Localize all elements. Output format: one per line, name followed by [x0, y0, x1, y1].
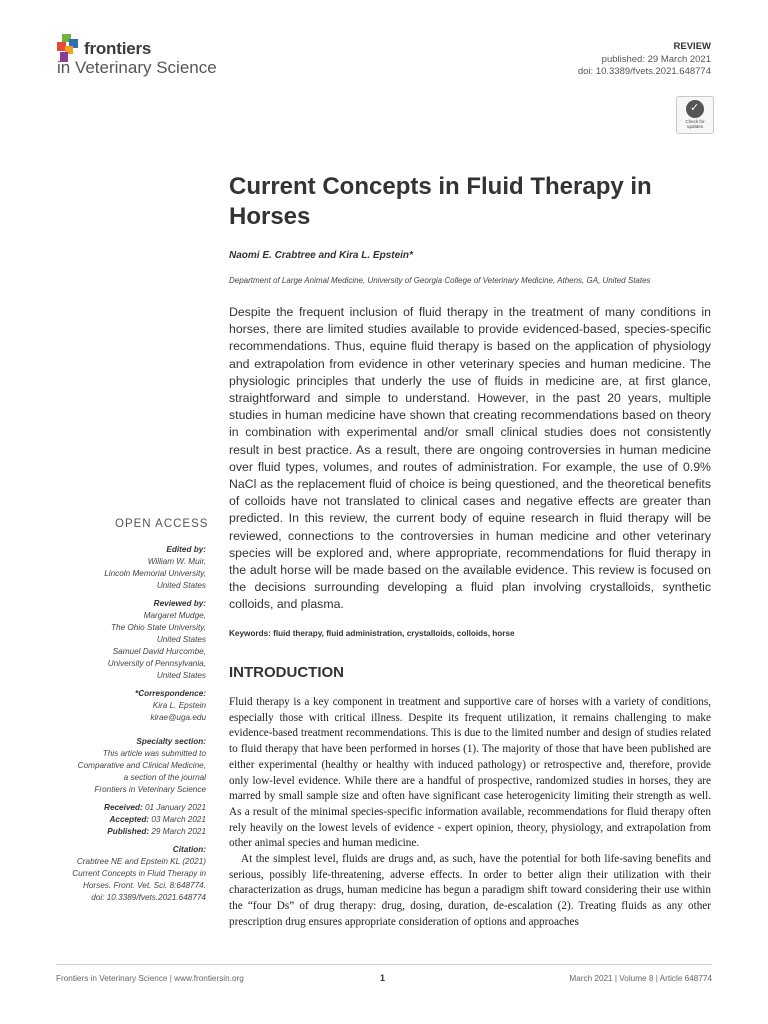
- check-for-updates-badge[interactable]: [676, 96, 714, 134]
- editor-line: United States: [156, 581, 206, 590]
- publication-info: [578, 41, 711, 79]
- abstract: Despite the frequent inclusion of fluid therapy in the treatment of many conditions in horses, there are limited studies available to provide evidenced-based, species-specific recommendations. Thus, equine fluid therapy is based on the application of physiology and extrapolation from evidence in other veterinary species and human medicine. The physiologic principles that underly the use of fluids in medicine are, at first glance, straightforward and simple to understand. However, in the past 20 years, multiple studies in human medicine have shown that creating recommendations based on theory in combination with experimental and/or small clinical studies does not consistently result in best practice. As a result, there are ongoing controversies in human medicine over fluid types, volumes, and routes of administration. For example, the use of 0.9% NaCl as the replacement fluid of choice is being questioned, and the theoretical benefits of colloids have not translated to clinical cases and negative effects are greater than predicted. In this review, the current body of equine research in fluid therapy will be reviewed, connections to the controversies in human medicine and other veterinary species will be explored and, where appropriate, recommendations for fluid therapy in the adult horse will be made based on the available evidence. This review is focused on the decisions surrounding developing a fluid plan involving crystalloids, synthetic colloids, and plasma.: [229, 305, 711, 612]
- brand-name: frontiers: [84, 39, 152, 58]
- reviewer-line: Samuel David Hurcombe,: [112, 647, 206, 656]
- body-text: [229, 695, 711, 931]
- footer-divider: [56, 964, 712, 965]
- citation-line: Crabtree NE and Epstein KL (2021): [76, 857, 206, 866]
- doi-link[interactable]: doi: 10.3389/fvets.2021.648774: [577, 66, 711, 77]
- reviewed-by-label: Reviewed by:: [153, 599, 206, 608]
- correspondence-name: Kira L. Epstein: [152, 701, 206, 710]
- specialty-line: Frontiers in Veterinary Science: [94, 785, 206, 794]
- open-access-label: OPEN ACCESS: [115, 518, 209, 530]
- article-title: Current Concepts in Fluid Therapy in Horses: [229, 173, 652, 230]
- edited-by-label: Edited by:: [166, 545, 206, 554]
- keywords: [229, 629, 515, 638]
- article-type: REVIEW: [673, 41, 711, 52]
- editor-line: Lincoln Memorial University,: [104, 569, 206, 578]
- accepted-date: [40, 814, 206, 826]
- citation-line: Horses. Front. Vet. Sci. 8:648774.: [82, 881, 206, 890]
- correspondence-label: *Correspondence:: [135, 689, 206, 698]
- journal-name: in Veterinary Science: [57, 58, 217, 77]
- reviewer-line: Margaret Mudge,: [143, 611, 206, 620]
- section-heading: INTRODUCTION: [229, 664, 344, 681]
- reviewer-line: The Ohio State University,: [111, 623, 206, 632]
- reviewer-line: United States: [156, 635, 206, 644]
- received-date: [40, 802, 206, 814]
- published-date: published: 29 March 2021: [601, 53, 711, 65]
- specialty-label: Specialty section:: [136, 737, 206, 746]
- citation-line: Current Concepts in Fluid Therapy in: [72, 869, 206, 878]
- specialty-line: Comparative and Clinical Medicine,: [77, 761, 206, 770]
- reviewer-line: University of Pennsylvania,: [107, 659, 206, 668]
- specialty-line: a section of the journal: [123, 773, 206, 782]
- affiliation: Department of Large Animal Medicine, University of Georgia College of Veterinary Medicine, Athens, GA, United States: [229, 276, 651, 285]
- citation-label: Citation:: [172, 845, 206, 854]
- accepted-label: Accepted:: [109, 815, 150, 824]
- keywords-list: fluid therapy, fluid administration, crystalloids, colloids, horse: [273, 629, 515, 638]
- page-number: 1: [380, 973, 386, 983]
- check-updates-label: Check for updates: [685, 119, 705, 129]
- footer-issue-info: March 2021 | Volume 8 | Article 648774: [569, 974, 712, 983]
- editor-line: William W. Muir,: [147, 557, 206, 566]
- body-paragraph: Fluid therapy is a key component in treatment and supportive care of horses with a variety of conditions, especially those with critical illness. Despite its frequent utilization, it remains challenging to make evidence-based treatment recommendations. This is due to the limited number and design of studies related to fluid therapy that have been performed in horses (1). The majority of those that have been published are either experimental (healthy or healthy with induced pathology) or retrospective and, therefore, provide only low-level evidence. While there are a handful of prospective, randomized studies in horses, they are marred by small sample size and often have significant case heterogenicity limiting their strength as well. As a result of the minimal species-specific information available, recommendations for fluid therapy often rely heavily on the lowest levels of evidence - expert opinion, theory, physiology, and extrapolation from other animal species and human medicine.: [229, 696, 711, 850]
- accepted-value: 03 March 2021: [151, 815, 206, 824]
- received-label: Received:: [104, 803, 143, 812]
- check-updates-icon: ✓: [686, 100, 704, 118]
- body-paragraph: At the simplest level, fluids are drugs and, as such, have the potential for both life-saving benefits and serious, possibly life-threatening, adverse effects. In order to better align their utilization with their characterization as drugs, human medicine has begun a paradigm shift toward considering their use within the “four Ds” of drug therapy: drug, dosing, duration, de-escalation (2). Treating fluids as any other prescription drug ensures appropriate consideration of options and approaches: [229, 853, 711, 928]
- received-value: 01 January 2021: [145, 803, 206, 812]
- citation-line[interactable]: doi: 10.3389/fvets.2021.648774: [91, 893, 206, 902]
- article-sidebar: [40, 544, 206, 904]
- published-value: 29 March 2021: [151, 827, 206, 836]
- reviewer-line: United States: [156, 671, 206, 680]
- published-label: Published:: [107, 827, 150, 836]
- specialty-line: This article was submitted to: [102, 749, 206, 758]
- authors: Naomi E. Crabtree and Kira L. Epstein*: [229, 250, 413, 261]
- footer-journal-link[interactable]: Frontiers in Veterinary Science | www.frontiersin.org: [56, 974, 244, 983]
- published-date-side: [40, 826, 206, 838]
- keywords-label: Keywords:: [229, 629, 271, 638]
- correspondence-email[interactable]: kirae@uga.edu: [150, 713, 206, 722]
